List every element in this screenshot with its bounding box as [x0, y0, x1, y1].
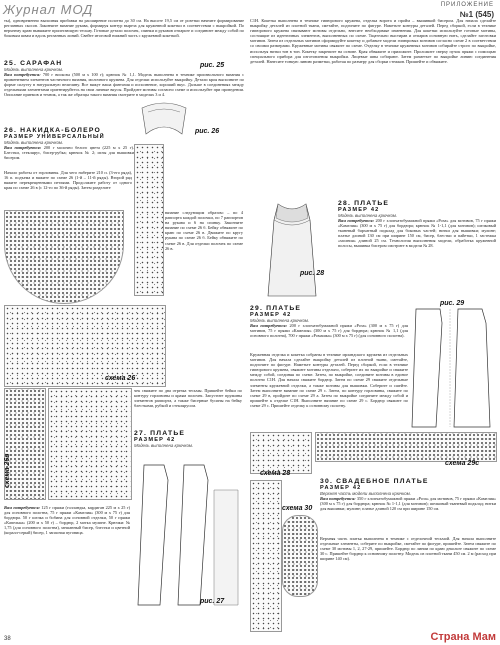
section-26-text: 200 г молочно белого цвета (225 м х 25 г). Блестки, стеклярус, бисер-рубка; крючок № 2; иглы для вышивки бисером.: [4, 145, 134, 161]
section-26-title: 26. НАКИДКА-БОЛЕРО: [4, 127, 101, 134]
figure-27-pattern: [134, 460, 242, 610]
section-25-title: 25. САРАФАН: [4, 60, 63, 67]
issue-number: №1 (545): [459, 10, 494, 19]
watermark: Страна Мам: [430, 631, 496, 643]
section-30-size: РАЗМЕР 42: [320, 485, 362, 491]
section-25-subtitle: Модель выполнена крючком.: [4, 67, 64, 72]
section-30: [320, 478, 496, 598]
section-27-size: РАЗМЕР 42: [134, 437, 176, 443]
figure-27-label: рис. 27: [200, 598, 225, 605]
scheme-26v-label: схема 26в: [4, 453, 11, 488]
figure-28-dress: [250, 200, 335, 300]
figure-26-label: рис. 26: [195, 128, 220, 135]
section-29: [250, 305, 408, 349]
scheme-26-body-diagram: [4, 305, 166, 387]
section-28-title: 28. ПЛАТЬЕ: [338, 200, 390, 207]
section-29-body: Кружевная отделка и кокетка собраны в технике ирландского кружева из отдельных мотивов. Для начала сделайте выкройку деталей из плотной ткани, сметайте, подгоните по фигуре. Наметьте контуры деталей. Перед сборкой, если в технике гипюрового кружева, свяжите мотивы отдельно, соберите их по выкройке и свяжите между собой, соединяя по схеме. Затем, по выкройке, соедините мотивы в единое полотно С1Н. Для начала свяжите бордюр. Затем по схеме 29 свяжите отдельные элементы кружевной отделки, а также мотивы для вышивки. Соберите и сшейте. Затем выполните вязание по схеме 29 с. Затем, по контуру горловины, свяжите по схеме 29 в, пройдите по схеме 29 а. Затем по выкройке соедините между собой и пришейте к отделке С1Н. Выполните вязание по схеме 29 с. Бордюр свяжите по схеме 29 с. Пришейте отделку к основному полотну.: [250, 352, 408, 408]
figure-26-bolero: [138, 100, 190, 138]
scheme-29c-label: схема 29с: [445, 460, 480, 467]
section-25-label: Вам потребуется:: [4, 72, 41, 77]
scheme-26-strip: [134, 144, 164, 296]
section-30-label: Вам потребуется:: [320, 496, 356, 501]
section-28: [338, 200, 496, 276]
section-28-text: 200 г хлопчатобумажной пряжи «Роза» для мотивов, 75 г пряжи «Камелия» (300 м х 75 г) для бордюра; крючок № 1-1,1 (для мотивов); шелковый тканевый бархатный подклад для боковых частей; нитки для вышивки; мулине; платье длиной 130 см при ширине 150 см, бисер, блестки и пайетки, 1 застежка «молния» длиной 25 см. Технология выполнения модели, обработка кружевной полосы, вышивка бисером смотрите в модели № 28.: [338, 218, 496, 249]
section-28-size: РАЗМЕР 42: [338, 207, 380, 213]
section-26-body-2: Начало работы от горловины. Для чего наберите 210 п. (3-его ряда), 16 п. подъема и вяжите по схеме 26 (1-й – 11-й ряды). Второй ряд вяжите перекрещенными петлями. Продолжите работу от одного края по схеме 26 в (с 12-го по 36-й ряды). Затем разделите: [4, 170, 132, 191]
section-26-bottom: чек свяжите по два отрезка тесьмы. Пришейте бейки по контуру горловины и краям полочек. Запустите пружины элементов раппорта, а также бисерные бусины на бейку блестками, рубкой и стеклярусом.: [134, 388, 242, 409]
section-28-subtitle: Модель выполнена крючком.: [338, 213, 398, 218]
section-27-title: 27. ПЛАТЬЕ: [134, 430, 186, 437]
figure-29-pattern: [410, 305, 496, 430]
section-29-subtitle: Модель выполнена крючком.: [250, 318, 310, 323]
section-25-text: 700 г вискозы (500 м х 100 г); крючок № 1,1. Модель выполнена в технике произвольного вязания с применением элементов частичного вязания, молочного кружева. Для отделки используйте выкройку. Детали кроя выполните по форме силуэту в натуральную величину. Все вяжут ваша фантазия и исполнение, хороший вкус. Дальше в соединениях между отдельными элементами ориентируйтесь на свои личные вкусы. Пройдите мотивы согласно схеме и используйте при проведении. Описание приемов и техник, а так же образцы такого вязания смотрите в моделях 3 и 4.: [4, 72, 244, 98]
section-26-label: Вам потребуется:: [4, 145, 42, 150]
intro-paragraph: ты), одновременно выполняя прибавки на расширение полотна до 30 см. На высоте 19,5 см от розетки начните формирование регланных скосов. Закончите вязание рукава, формируя контур выреза для кружевной кокетки в соответствии с выкройкой. По верхнему краю вывяжите прилегающую тесьму. Готовые детали полочек, спинки и рукавов отпарьте и соедините между собой по боковым швам и вдоль регланных линий. Свейте итоговой нижний часть с кружевной кокеткой.: [4, 18, 244, 39]
section-26-subtitle: Модель выполнена крючком.: [4, 140, 64, 145]
section-28-label: Вам потребуется:: [338, 218, 375, 223]
section-27-label: Вам потребуется:: [4, 505, 40, 510]
scheme-26b-label: схема 26: [105, 375, 136, 382]
section-27-materials: [4, 505, 130, 563]
right-column-intro: С1Н. Кокетка выполнена в технике гипюрового кружева, отделка ворота и пройм – вышивкой бисером. Для начала сделайте выкройку деталей из плотной ткани, сметайте, подгоните по фигуре. Наметьте контуры деталей. Перед сборкой, если в технике гипюрового кружева связывают мотивы отдельно, внесите необходимые изменения. Для кокетки используйте готовые мотивы, состоящие из идентичных элементов, выполненных по схеме. Тщательно выстирав и отпарив основную нить, сделайте заготовки мотивов. Затем из отдельных мотивов сформируйте кокетку и добавьте модели гипюровых мотивов согласно схеме 2 в соответствии со своими размерами. Кружевные мотивы свяжите по схеме. Отделку в технике кружевных мотивов собирайте строго по выкройке, используя нитки тон в тон. Кокетку закрепите на основе. Края обвяжите и приложите. Проложите сверху пучок пряжи с помощью специального прибора для изготовления выкройки. Лицевые швы собирают. Затем разметьте по выкройке линию соединения деталей. Нанесите тонкую линию разметки, работая по размеру для сборки стежков. Пришейте и обвяжите.: [250, 18, 496, 64]
section-29-label: Вам потребуется:: [250, 323, 288, 328]
section-27: [134, 430, 242, 448]
section-26-size: РАЗМЕР УНИВЕРСАЛЬНЫЙ: [4, 134, 105, 140]
scheme-30-column: [250, 480, 282, 632]
bolero-sketch: [138, 100, 190, 138]
section-30-title: 30. СВАДЕБНОЕ ПЛАТЬЕ: [320, 478, 429, 485]
figure-25-label: рис. 25: [200, 62, 225, 69]
section-30-subtitle: Верхняя часть модели выполнена крючком.: [320, 491, 411, 496]
section-30-body: Верхняя часть платья выполнена в технике с отделочной тесьмой. Для начала выполните отдельные элементы, соберите по выкройке, сметайте по фигуре, пришейте. Затем свяжите по схеме 30 мотивы 1, 2, 27-29, пришейте. Бордюр по линии по краю декольте свяжите по схеме 30 с. Пришейте бордюр к основному полотну. Модель из плотной ткани 450 см. 2 м (расход при ширине 140 см).: [320, 536, 496, 562]
section-25-body: [4, 72, 244, 118]
section-26-body: [4, 145, 134, 165]
figure-29-label: рис. 29: [440, 300, 465, 307]
scheme-30-motif: [282, 515, 318, 597]
scheme-29-diagram: [315, 432, 497, 462]
figure-28-label: рис. 28: [300, 270, 325, 277]
scheme-26a-diagram: [48, 388, 132, 500]
section-27-subtitle: Модель выполнена крючком.: [134, 443, 194, 448]
section-27-text: 125 г пряжи (голландка, кардиган 225 м х 25 г) для основного полотна, 75 г пряжи «Камелия» (300 м х 75 г) для бордюра. 50 г шелка и бобина для основной отделки, 50 г пряжи «Капелька» (200 м х 50 г) – бордюр, 2 мотка мулине. Крючки: № 1,75 (для основного полотна), мешанный бисер, блестки и цветной (коралл-серый) бисер, 1 запасная пуговица.: [4, 505, 130, 536]
appendix-label: ПРИЛОЖЕНИЕ: [440, 2, 494, 8]
section-29-size: РАЗМЕР 42: [250, 312, 292, 318]
magazine-logo: Журнал МОД: [3, 2, 94, 17]
scheme-28-label: схема 28: [260, 470, 291, 477]
section-30-text: 350 г хлопчатобумажной пряжи «Роза» для мотивов, 75 г пряжи «Камелия» (300 м х 75 г) для бордюра; крючок № 1-1,1 (для мотивов); шелковый тканевый подклад; нитки для вышивки; мулине; платье длиной 120 см при ширине 150 см.: [320, 496, 496, 512]
section-26: [4, 127, 134, 165]
scheme-28-diagram: [250, 432, 312, 474]
scheme-30-label: схема 30: [282, 505, 313, 512]
page-number: 38: [4, 636, 11, 642]
section-29-text: 200 г хлопчатобумажной пряжи «Роза» (300 м х 75 г) для мотивов, 75 г пряжи «Камелия» (300 м х 75 г) для бордюра; крючок № 1,1 (для основного полотна), 700 г пряжи «Ромашка» (300 м х 75 г) (для основного полотна).: [250, 323, 408, 339]
section-29-title: 29. ПЛАТЬЕ: [250, 305, 302, 312]
scheme-26-circular-diagram: [4, 210, 124, 304]
section-26-continued: вязание следующим образом: – по 4 раппорта каждой полочки, по 7 раппортов на рукава и 6 на спинку. Закончите вязание по схеме 26 б. Бейку обвяжите по краю по схеме 26 в. Движите по кругу рукава по схеме 26 б. Бейку обвяжите по схеме 26 в. Для отделки полочек по схеме 26 в.: [165, 210, 243, 251]
